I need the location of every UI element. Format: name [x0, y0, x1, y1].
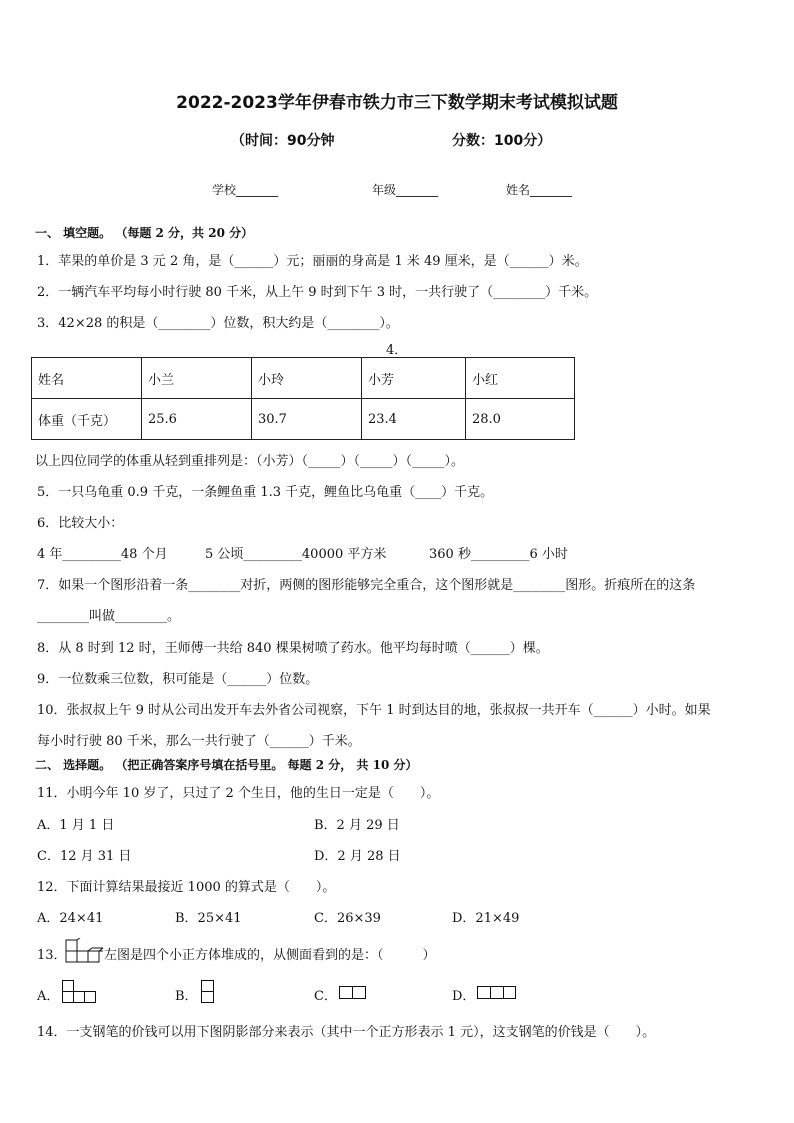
question-7-line2: ________叫做________。: [37, 609, 181, 624]
question-6-a: 4 年_________48 个月: [37, 547, 168, 562]
question-11-option-d: D．2 月 28 日: [314, 849, 401, 864]
table-cell: 30.7: [252, 399, 362, 440]
table-row: [32, 399, 575, 440]
question-12: 12．下面计算结果最接近 1000 的算式是（ ）。: [37, 880, 336, 895]
question-7-line1: 7．如果一个图形沿着一条________对折，两侧的图形能够完全重合，这个图形就是________图形。折痕所在的这条: [37, 578, 696, 593]
question-12-option-b: B．25×41: [175, 911, 242, 926]
grade-field: 年级_______: [372, 183, 439, 197]
question-11-option-b: B．2 月 29 日: [314, 818, 400, 833]
table-header-cell: 小芳: [362, 358, 466, 399]
page-title: 2022-2023学年伊春市铁力市三下数学期末考试模拟试题: [176, 93, 618, 113]
table-header-cell: 小兰: [142, 358, 252, 399]
question-13-number: 13．: [37, 948, 67, 963]
question-13-option-a: A．: [37, 989, 60, 1004]
question-4-number: 4．: [386, 343, 408, 358]
question-4-text: 以上四位同学的体重从轻到重排列是：（小芳）（_____）（_____）（_____）。: [35, 454, 465, 469]
table-header-cell: 小红: [466, 358, 575, 399]
question-6-b: 5 公顷_________40000 平方米: [205, 547, 387, 562]
cube-stack-figure: [64, 938, 104, 964]
question-11: 11．小明今年 10 岁了，只过了 2 个生日，他的生日一定是（ ）。: [37, 786, 440, 801]
table-header-cell: 姓名: [32, 358, 142, 399]
question-3: 3．42×28 的积是（________）位数，积大约是（________）。: [37, 316, 399, 331]
question-12-option-c: C．26×39: [314, 911, 381, 926]
question-1: 1．苹果的单价是 3 元 2 角，是（______）元；丽丽的身高是 1 米 49 厘米，是（______）米。: [37, 254, 588, 269]
question-5: 5．一只乌龟重 0.9 千克，一条鲤鱼重 1.3 千克，鲤鱼比乌龟重（____）千克。: [37, 485, 494, 500]
name-field: 姓名_______: [506, 183, 573, 197]
question-13-option-b: B．: [175, 989, 198, 1004]
question-8: 8．从 8 时到 12 时，王师傅一共给 840 棵果树喷了药水。他平均每时喷（______）棵。: [37, 641, 549, 656]
exam-time: （时间：90分钟: [231, 133, 335, 149]
option-d-figure: [476, 985, 518, 1001]
section2-heading: 二、 选择题。 （把正确答案序号填在括号里。 每题 2 分， 共 10 分）: [35, 758, 418, 772]
question-11-option-a: A．1 月 1 日: [37, 818, 115, 833]
option-c-figure: [338, 985, 368, 1001]
section1-heading: 一、 填空题。 （每题 2 分，共 20 分）: [35, 226, 254, 240]
table-cell: 28.0: [466, 399, 575, 440]
option-a-figure: [61, 979, 99, 1005]
question-13-option-d: D．: [452, 989, 476, 1004]
option-b-figure: [200, 979, 216, 1005]
table-cell: 25.6: [142, 399, 252, 440]
question-11-option-c: C．12 月 31 日: [37, 849, 132, 864]
question-2: 2．一辆汽车平均每小时行驶 80 千米，从上午 9 时到下午 3 时，一共行驶了（________）千米。: [37, 285, 598, 300]
question-10-line2: 每小时行驶 80 千米，那么一共行驶了（______）千米。: [37, 734, 361, 749]
table-cell: 23.4: [362, 399, 466, 440]
table-row: [32, 358, 575, 399]
question-6: 6．比较大小：: [37, 516, 124, 531]
question-10-line1: 10．张叔叔上午 9 时从公司出发开车去外省公司视察，下午 1 时到达目的地，张叔叔一共开车（______）小时。如果: [37, 703, 711, 718]
table-header-cell: 小玲: [252, 358, 362, 399]
exam-score: 分数：100分）: [452, 133, 552, 149]
weight-table: [31, 357, 575, 440]
school-field: 学校_______: [212, 183, 279, 197]
question-6-c: 360 秒_________6 小时: [429, 547, 568, 562]
question-13-option-c: C．: [314, 989, 337, 1004]
question-12-option-a: A．24×41: [37, 911, 104, 926]
question-14: 14．一支钢笔的价钱可以用下图阴影部分来表示（其中一个正方形表示 1 元），这支钢笔的价钱是（ ）。: [37, 1025, 656, 1040]
question-13-text: 左图是四个小正方体堆成的，从侧面看到的是：（ ）: [104, 948, 436, 963]
table-row-label: 体重（千克）: [32, 399, 142, 440]
question-12-option-d: D．21×49: [452, 911, 520, 926]
question-9: 9．一位数乘三位数，积可能是（______）位数。: [37, 672, 319, 687]
